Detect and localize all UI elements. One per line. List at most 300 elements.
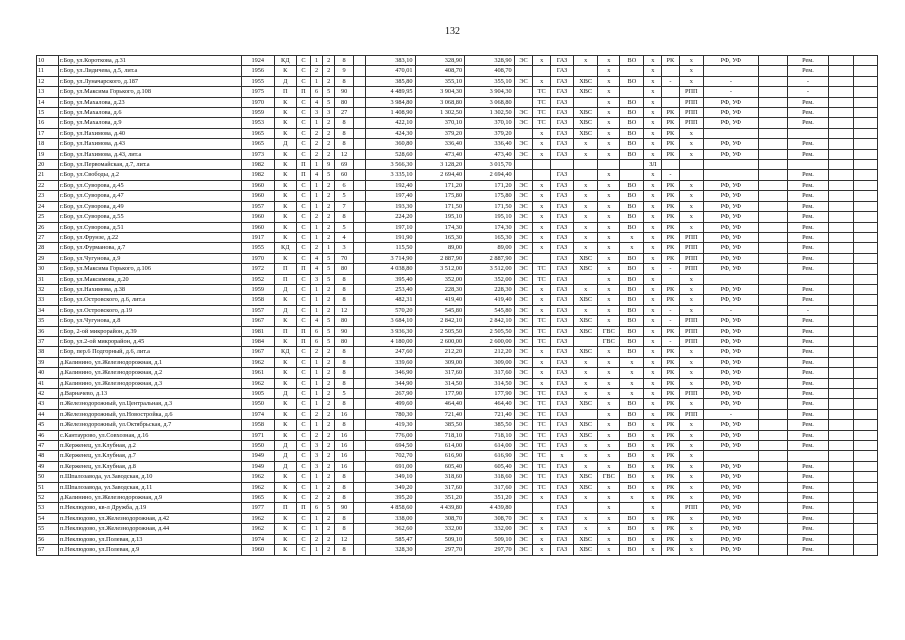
table-cell: РК	[662, 451, 680, 461]
table-cell	[829, 378, 853, 388]
table-cell: 2	[323, 212, 335, 222]
table-cell: х	[598, 118, 620, 128]
table-cell: х	[679, 534, 703, 544]
table-cell: 362,60	[366, 524, 416, 534]
table-cell: РФ, УФ	[703, 108, 758, 118]
table-cell: Рем.	[787, 461, 829, 471]
table-cell: Рем.	[787, 399, 829, 409]
table-cell	[514, 128, 533, 138]
table-cell	[353, 368, 365, 378]
table-cell: 528,60	[366, 149, 416, 159]
table-cell	[853, 180, 877, 190]
table-cell	[703, 170, 758, 180]
table-cell	[758, 222, 787, 232]
table-cell: 2	[323, 441, 335, 451]
table-cell: ЭС	[514, 513, 533, 523]
table-cell: ВО	[620, 212, 644, 222]
table-cell	[853, 336, 877, 346]
table-cell: х	[574, 243, 598, 253]
table-cell: 2 887,90	[415, 253, 465, 263]
table-cell: РПП	[679, 253, 703, 263]
table-cell	[533, 253, 551, 263]
table-row	[37, 108, 878, 118]
table-cell: х	[644, 108, 662, 118]
table-cell: х	[644, 274, 662, 284]
table-cell: 318,60	[465, 472, 515, 482]
table-cell: Рем.	[787, 441, 829, 451]
table-cell: х	[644, 264, 662, 274]
table-cell: РК	[662, 108, 680, 118]
table-cell: х	[533, 347, 551, 357]
table-cell: х	[533, 357, 551, 367]
table-cell: 2	[323, 368, 335, 378]
table-cell: х	[598, 108, 620, 118]
table-cell: Рем.	[787, 545, 829, 555]
table-cell: 11	[37, 66, 59, 76]
table-row	[37, 87, 878, 97]
table-row	[37, 170, 878, 180]
table-cell: 2 842,10	[415, 316, 465, 326]
table-cell	[829, 524, 853, 534]
table-cell: ВО	[620, 222, 644, 232]
table-cell: 385,50	[415, 420, 465, 430]
table-cell: Д	[274, 76, 296, 86]
table-cell: РФ, УФ	[703, 295, 758, 305]
table-cell: 8	[335, 56, 354, 66]
table-cell: С	[296, 430, 310, 440]
table-cell: г.Бор, ул.Чугунова, д.8	[59, 316, 242, 326]
table-cell: П	[296, 326, 310, 336]
table-cell	[829, 118, 853, 128]
table-cell: ЭС	[514, 118, 533, 128]
table-cell: п.Неклюдово, кв-л Дружба, д.19	[59, 503, 242, 513]
table-cell: х	[598, 191, 620, 201]
table-cell: -	[662, 170, 680, 180]
table-cell: 247,60	[366, 347, 416, 357]
table-cell: 1961	[241, 368, 274, 378]
table-cell: РК	[662, 180, 680, 190]
table-row	[37, 399, 878, 409]
table-row	[37, 264, 878, 274]
table-cell	[758, 128, 787, 138]
table-cell	[662, 503, 680, 513]
table-cell: 44	[37, 409, 59, 419]
table-cell: К	[274, 336, 296, 346]
table-cell: ГАЗ	[550, 118, 573, 128]
table-cell: ТС	[533, 274, 551, 284]
table-cell: С	[296, 461, 310, 471]
table-cell: х	[533, 139, 551, 149]
table-cell: ХВС	[574, 534, 598, 544]
table-cell: 605,40	[465, 461, 515, 471]
table-cell: 197,40	[366, 191, 416, 201]
table-cell: Рем.	[787, 66, 829, 76]
table-cell: 21	[37, 170, 59, 180]
table-cell: 721,40	[465, 409, 515, 419]
table-cell	[353, 316, 365, 326]
table-cell: Рем.	[787, 503, 829, 513]
table-cell: ВО	[620, 295, 644, 305]
table-cell: х	[598, 503, 620, 513]
table-cell: х	[598, 389, 620, 399]
table-cell: К	[274, 368, 296, 378]
table-cell	[829, 108, 853, 118]
table-cell: 8	[335, 347, 354, 357]
table-cell: 4 180,00	[366, 336, 416, 346]
table-cell: ЭС	[514, 201, 533, 211]
table-cell: Рем.	[787, 493, 829, 503]
table-cell	[758, 180, 787, 190]
table-row	[37, 191, 878, 201]
table-cell: 1962	[241, 513, 274, 523]
table-cell: д.Калинино, ул.Железнодорожная, д.1	[59, 357, 242, 367]
table-cell: ЭС	[514, 274, 533, 284]
table-cell	[353, 76, 365, 86]
table-cell: -	[703, 409, 758, 419]
table-cell: х	[679, 274, 703, 284]
table-cell: П	[296, 170, 310, 180]
table-row	[37, 180, 878, 190]
table-cell: К	[274, 253, 296, 263]
table-cell: 1	[311, 399, 323, 409]
table-cell: РК	[662, 232, 680, 242]
table-cell: РПП	[679, 316, 703, 326]
table-cell: 314,50	[465, 378, 515, 388]
table-cell: РПП	[679, 326, 703, 336]
table-cell: х	[598, 243, 620, 253]
table-cell: 2	[311, 347, 323, 357]
table-cell	[758, 482, 787, 492]
table-cell: 355,10	[465, 76, 515, 86]
table-cell: Д	[274, 305, 296, 315]
table-cell: х	[679, 357, 703, 367]
table-cell	[758, 513, 787, 523]
table-cell: РК	[662, 212, 680, 222]
table-cell: 80	[335, 336, 354, 346]
table-cell: 56	[37, 534, 59, 544]
table-cell: РФ, УФ	[703, 378, 758, 388]
table-cell: с.Кантаурово, ул.Совхозная, д.16	[59, 430, 242, 440]
table-cell: ВО	[620, 451, 644, 461]
table-cell: х	[574, 441, 598, 451]
table-cell: 3 904,30	[465, 87, 515, 97]
table-cell: х	[644, 222, 662, 232]
table-cell: п.Неклюдово, ул.Железнодорожная, д.42	[59, 513, 242, 523]
table-cell: 228,30	[415, 284, 465, 294]
table-cell	[353, 128, 365, 138]
table-cell: 702,70	[366, 451, 416, 461]
table-cell: Рем.	[787, 368, 829, 378]
table-cell: Рем.	[787, 513, 829, 523]
table-cell: х	[598, 97, 620, 107]
table-cell: х	[644, 336, 662, 346]
table-cell: 2	[311, 409, 323, 419]
table-cell: ГАЗ	[550, 191, 573, 201]
table-cell: 780,30	[366, 409, 416, 419]
table-cell	[353, 160, 365, 170]
table-cell: 2	[323, 534, 335, 544]
table-cell: 8	[335, 378, 354, 388]
table-cell: РФ, УФ	[703, 430, 758, 440]
table-cell: 1953	[241, 118, 274, 128]
table-cell: ГАЗ	[550, 295, 573, 305]
table-cell: 2	[323, 399, 335, 409]
table-cell	[829, 222, 853, 232]
table-cell: 8	[335, 513, 354, 523]
table-cell: 8	[335, 139, 354, 149]
table-cell	[829, 534, 853, 544]
table-cell: 308,70	[465, 513, 515, 523]
table-cell: 2	[323, 451, 335, 461]
table-cell: 2 600,00	[465, 336, 515, 346]
table-cell	[853, 222, 877, 232]
table-cell: 1982	[241, 160, 274, 170]
table-cell	[829, 56, 853, 66]
table-cell	[353, 430, 365, 440]
table-cell: ЭС	[514, 222, 533, 232]
table-cell: РФ, УФ	[703, 316, 758, 326]
table-cell: С	[296, 191, 310, 201]
table-cell	[853, 524, 877, 534]
table-cell: С	[296, 399, 310, 409]
table-cell: 1905	[241, 389, 274, 399]
table-cell	[758, 399, 787, 409]
table-cell: 2 694,40	[465, 170, 515, 180]
table-cell: 694,50	[366, 441, 416, 451]
table-cell	[829, 274, 853, 284]
table-cell: п.Керженец, ул.Клубная, д.2	[59, 441, 242, 451]
table-cell	[353, 420, 365, 430]
table-cell: х	[598, 357, 620, 367]
table-cell: х	[598, 420, 620, 430]
table-cell: 1977	[241, 503, 274, 513]
table-row	[37, 97, 878, 107]
table-cell: РФ, УФ	[703, 347, 758, 357]
table-cell: ХВС	[574, 316, 598, 326]
table-cell: 1962	[241, 524, 274, 534]
table-cell: ГВС	[598, 472, 620, 482]
table-cell: РФ, УФ	[703, 149, 758, 159]
table-row	[37, 441, 878, 451]
table-cell: 80	[335, 264, 354, 274]
table-cell: РПП	[679, 264, 703, 274]
table-cell: 1	[311, 284, 323, 294]
table-cell: 308,70	[415, 513, 465, 523]
table-cell	[353, 441, 365, 451]
table-cell: ГАЗ	[550, 212, 573, 222]
table-cell: РК	[662, 284, 680, 294]
table-cell: К	[274, 472, 296, 482]
table-cell: ГАЗ	[550, 76, 573, 86]
table-cell: п.Железнодорожный, ул.Центральная, д.3	[59, 399, 242, 409]
table-cell: 2	[323, 461, 335, 471]
table-cell: х	[533, 524, 551, 534]
table-cell: 16	[335, 430, 354, 440]
table-cell: РК	[662, 378, 680, 388]
table-cell	[353, 503, 365, 513]
table-cell: ГАЗ	[550, 389, 573, 399]
table-cell: 3	[311, 451, 323, 461]
table-cell: ВО	[620, 461, 644, 471]
table-cell: 328,90	[415, 56, 465, 66]
table-cell: РФ, УФ	[703, 180, 758, 190]
table-cell: К	[274, 357, 296, 367]
table-cell: г.Бор, ул.Островского, д.19	[59, 305, 242, 315]
table-cell: РПП	[679, 503, 703, 513]
table-cell: 3	[311, 441, 323, 451]
table-cell: ГАЗ	[550, 305, 573, 315]
table-cell: РФ, УФ	[703, 222, 758, 232]
table-cell	[829, 264, 853, 274]
table-cell: 8	[335, 545, 354, 555]
table-row	[37, 201, 878, 211]
table-cell: 351,20	[465, 493, 515, 503]
table-cell: 212,20	[415, 347, 465, 357]
table-cell: РПП	[679, 409, 703, 419]
table-cell: 336,40	[415, 139, 465, 149]
table-cell: г.Бор, пер.6 Подгорный, д.6, лит.а	[59, 347, 242, 357]
table-cell	[758, 243, 787, 253]
table-cell: 1962	[241, 357, 274, 367]
table-cell: С	[296, 232, 310, 242]
table-cell: Д	[274, 284, 296, 294]
table-cell: ГАЗ	[550, 56, 573, 66]
table-cell: -	[787, 87, 829, 97]
table-cell	[353, 264, 365, 274]
table-cell: 332,00	[465, 524, 515, 534]
table-cell: С	[296, 56, 310, 66]
table-cell	[829, 441, 853, 451]
table-cell: ХВС	[574, 420, 598, 430]
table-cell: ХВС	[574, 76, 598, 86]
table-cell: х	[598, 232, 620, 242]
table-cell: 115,50	[366, 243, 416, 253]
table-cell: х	[533, 534, 551, 544]
table-cell	[679, 170, 703, 180]
table-cell	[758, 534, 787, 544]
table-cell: ВО	[620, 326, 644, 336]
table-cell	[514, 160, 533, 170]
table-cell: х	[620, 232, 644, 242]
table-cell: 482,31	[366, 295, 416, 305]
table-cell: ГАЗ	[550, 336, 573, 346]
table-cell: РФ, УФ	[703, 284, 758, 294]
table-cell: ГАЗ	[550, 149, 573, 159]
table-cell: х	[533, 513, 551, 523]
table-cell: 171,50	[415, 201, 465, 211]
table-row	[37, 336, 878, 346]
table-cell	[758, 295, 787, 305]
table-cell: г.Бор, ул.Нахимова, д.43	[59, 139, 242, 149]
table-cell: 1962	[241, 472, 274, 482]
table-cell: ГАЗ	[550, 399, 573, 409]
table-cell: Д	[274, 461, 296, 471]
table-cell: 2	[323, 118, 335, 128]
table-cell: ВО	[620, 284, 644, 294]
table-cell: ЭС	[514, 430, 533, 440]
table-cell	[758, 409, 787, 419]
table-cell: ГАЗ	[550, 232, 573, 242]
table-cell: Рем.	[787, 326, 829, 336]
registry-body	[37, 56, 878, 556]
table-cell: К	[274, 482, 296, 492]
table-cell: ВО	[620, 128, 644, 138]
table-cell: РПП	[679, 243, 703, 253]
table-cell	[574, 170, 598, 180]
table-cell: 16	[335, 451, 354, 461]
table-cell: С	[296, 357, 310, 367]
table-cell: х	[679, 66, 703, 76]
table-cell: 6	[335, 180, 354, 190]
table-cell: 6	[311, 87, 323, 97]
table-cell: К	[274, 378, 296, 388]
table-cell: Рем.	[787, 201, 829, 211]
table-cell: 344,90	[366, 378, 416, 388]
table-cell: 3 714,90	[366, 253, 416, 263]
table-cell: С	[296, 284, 310, 294]
table-cell: К	[274, 118, 296, 128]
table-cell: ГАЗ	[550, 274, 573, 284]
table-cell	[758, 305, 787, 315]
table-cell: РФ, УФ	[703, 524, 758, 534]
table-cell: х	[533, 212, 551, 222]
table-cell: х	[598, 264, 620, 274]
table-cell	[829, 66, 853, 76]
table-cell: 30	[37, 264, 59, 274]
table-cell: х	[644, 409, 662, 419]
table-cell: РК	[662, 357, 680, 367]
table-cell: ЭС	[514, 472, 533, 482]
table-cell: х	[598, 545, 620, 555]
table-cell: К	[274, 222, 296, 232]
table-cell: РФ, УФ	[703, 399, 758, 409]
table-cell: ЭС	[514, 545, 533, 555]
table-cell	[662, 66, 680, 76]
table-cell: Рем.	[787, 357, 829, 367]
table-cell: ЭС	[514, 420, 533, 430]
table-cell: х	[620, 378, 644, 388]
table-cell	[514, 66, 533, 76]
table-cell: Рем.	[787, 191, 829, 201]
table-cell: ЭС	[514, 357, 533, 367]
table-cell	[853, 326, 877, 336]
table-cell	[574, 409, 598, 419]
table-row	[37, 409, 878, 419]
table-row	[37, 295, 878, 305]
table-cell: 3	[311, 274, 323, 284]
table-cell: 3 128,20	[415, 160, 465, 170]
table-cell: х	[598, 295, 620, 305]
table-cell: РФ, УФ	[703, 482, 758, 492]
table-cell: г.Бор, 2-ой микрорайон, д.39	[59, 326, 242, 336]
table-cell: Рем.	[787, 378, 829, 388]
table-cell: 2	[323, 493, 335, 503]
table-cell: 3	[323, 108, 335, 118]
table-cell: С	[296, 534, 310, 544]
table-cell: -	[662, 264, 680, 274]
table-cell: 18	[37, 139, 59, 149]
table-cell: 228,30	[465, 284, 515, 294]
table-cell: х	[679, 191, 703, 201]
table-cell	[353, 378, 365, 388]
table-cell: х	[574, 180, 598, 190]
table-cell: 1	[311, 232, 323, 242]
table-cell: РФ, УФ	[703, 420, 758, 430]
table-cell: ВО	[620, 420, 644, 430]
table-cell: 2	[323, 305, 335, 315]
table-row	[37, 461, 878, 471]
table-cell: ВО	[620, 97, 644, 107]
